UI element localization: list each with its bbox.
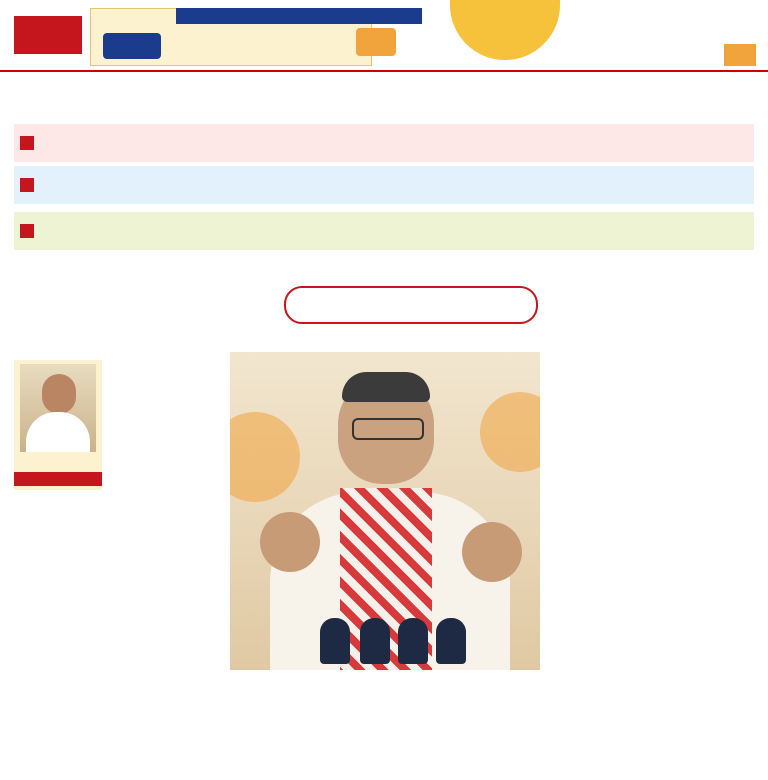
col4-body bbox=[654, 360, 756, 514]
article-column-top-4 bbox=[560, 258, 756, 352]
article-column-top-1 bbox=[14, 258, 210, 354]
col1-body bbox=[14, 616, 102, 778]
article-column-top-2 bbox=[218, 258, 382, 286]
bullet-square-icon bbox=[20, 136, 34, 150]
col2-body bbox=[108, 360, 224, 536]
bottom-right-body bbox=[434, 756, 540, 778]
leader-photo bbox=[230, 352, 540, 670]
author-photo bbox=[20, 364, 96, 452]
author-role bbox=[14, 472, 102, 486]
subscriber-badge bbox=[103, 33, 161, 59]
bottom-mid-text bbox=[334, 674, 430, 778]
col3-body-2 bbox=[546, 556, 646, 712]
bottom-left-body bbox=[230, 762, 330, 778]
subheadline-2 bbox=[14, 166, 754, 204]
subheadline-1 bbox=[14, 124, 754, 162]
bullet-square-icon bbox=[20, 224, 34, 238]
rank-icon bbox=[356, 28, 396, 56]
bottom-left-text bbox=[230, 674, 330, 694]
vishesh-banner bbox=[284, 286, 538, 324]
section-tag bbox=[14, 16, 82, 54]
page-number bbox=[724, 44, 756, 66]
col1-lead bbox=[14, 494, 102, 576]
col2-body-2 bbox=[108, 578, 224, 776]
col3-body bbox=[546, 360, 646, 500]
col4-body-2 bbox=[654, 580, 756, 776]
bottom-right-text bbox=[434, 674, 540, 718]
ad-tagline bbox=[176, 8, 422, 24]
bullet-square-icon bbox=[20, 178, 34, 192]
subheadline-3 bbox=[14, 212, 754, 250]
